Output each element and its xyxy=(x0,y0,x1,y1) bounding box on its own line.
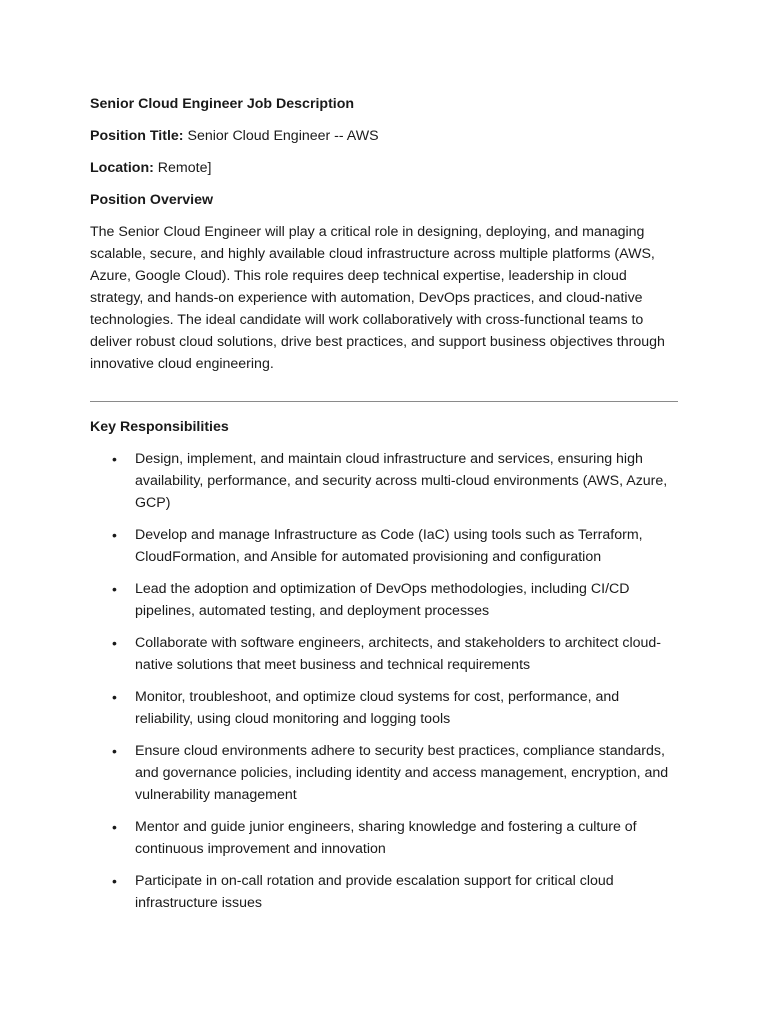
list-item xyxy=(90,870,678,914)
bullet-icon: • xyxy=(112,689,117,705)
list-item xyxy=(90,686,678,730)
list-item xyxy=(90,524,678,568)
location-field xyxy=(90,157,678,179)
bullet-icon: • xyxy=(112,819,117,835)
position-title-label: Position Title: xyxy=(90,128,184,144)
list-item xyxy=(90,578,678,622)
responsibilities-list xyxy=(90,448,678,914)
document-page xyxy=(90,93,678,924)
responsibilities-heading: Key Responsibilities xyxy=(90,419,229,435)
bullet-icon: • xyxy=(112,873,117,889)
bullet-icon: • xyxy=(112,527,117,543)
list-item-text: Monitor, troubleshoot, and optimize cloud systems for cost, performance, and reliability, using cloud monitoring and logging tools xyxy=(135,689,620,727)
overview-heading: Position Overview xyxy=(90,192,213,208)
section-divider xyxy=(90,401,678,402)
list-item xyxy=(90,632,678,676)
list-item-text: Lead the adoption and optimization of DevOps methodologies, including CI/CD pipelines, automated testing, and deployment processes xyxy=(135,581,630,619)
position-title-value: Senior Cloud Engineer -- AWS xyxy=(183,128,379,144)
document-title: Senior Cloud Engineer Job Description xyxy=(90,96,355,112)
overview-paragraph: The Senior Cloud Engineer will play a critical role in designing, deploying, and managing scalable, secure, and highly available cloud infrastructure across multiple platforms (AWS, Azure, Google Cloud). This role requires deep technical expertise, leadership in cloud strategy, and hands-on experience with automation, DevOps practices, and cloud-native technologies. The ideal candidate will work collaboratively with cross-functional teams to deliver robust cloud solutions, drive best practices, and support business objectives through innovative cloud engineering. xyxy=(90,224,665,372)
bullet-icon: • xyxy=(112,581,117,597)
bullet-icon: • xyxy=(112,635,117,651)
position-title-field xyxy=(90,125,678,147)
bullet-icon: • xyxy=(112,451,117,467)
list-item-text: Design, implement, and maintain cloud infrastructure and services, ensuring high availability, performance, and security across multi-cloud environments (AWS, Azure, GCP) xyxy=(135,451,668,511)
list-item xyxy=(90,816,678,860)
list-item-text: Collaborate with software engineers, architects, and stakeholders to architect cloud-native solutions that meet business and technical requirements xyxy=(135,635,661,673)
list-item-text: Ensure cloud environments adhere to security best practices, compliance standards, and governance policies, including identity and access management, encryption, and vulnerability management xyxy=(135,743,669,803)
list-item-text: Develop and manage Infrastructure as Code (IaC) using tools such as Terraform, CloudFormation, and Ansible for automated provisioning and configuration xyxy=(135,527,643,565)
list-item xyxy=(90,740,678,806)
list-item xyxy=(90,448,678,514)
bullet-icon: • xyxy=(112,743,117,759)
location-label: Location: xyxy=(90,160,154,176)
list-item-text: Mentor and guide junior engineers, sharing knowledge and fostering a culture of continuous improvement and innovation xyxy=(135,819,637,857)
location-value: Remote] xyxy=(153,160,212,176)
list-item-text: Participate in on-call rotation and provide escalation support for critical cloud infrastructure issues xyxy=(135,873,614,911)
